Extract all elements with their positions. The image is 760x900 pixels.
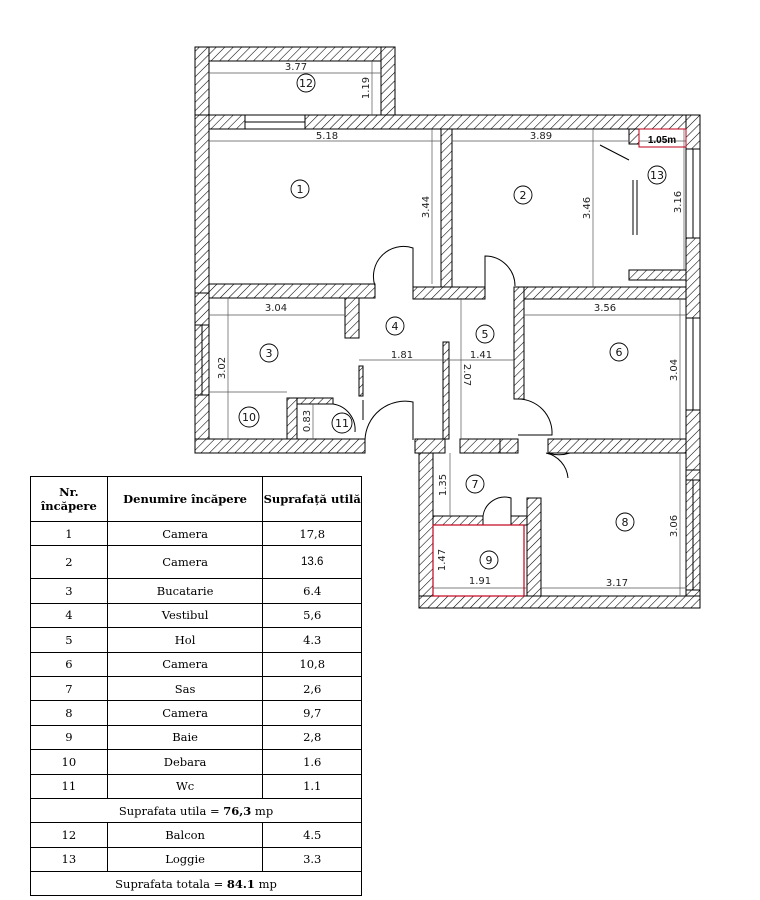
dim-room8-width: 3.17	[605, 578, 629, 589]
cell-area: 13.6	[263, 546, 362, 579]
total-cell	[31, 872, 362, 896]
cell-nr: 9	[31, 725, 108, 749]
table-row	[31, 628, 362, 652]
cell-area: 6.4	[263, 579, 362, 603]
cell-name: Sas	[107, 676, 263, 700]
total-row	[31, 872, 362, 896]
cell-name: Baie	[107, 725, 263, 749]
room-label-12: 12	[299, 77, 313, 90]
room-label-6: 6	[615, 346, 623, 359]
cell-nr: 12	[31, 823, 108, 847]
dim-loggia-width: 1.05m	[647, 135, 677, 146]
cell-area: 4.3	[263, 628, 362, 652]
room-label-2: 2	[519, 189, 527, 202]
table-row	[31, 676, 362, 700]
cell-area: 10,8	[263, 652, 362, 676]
subtotal-row	[31, 798, 362, 822]
subtotal-value: 76,3	[223, 803, 252, 818]
cell-name: Camera	[107, 522, 263, 546]
dim-balcony-depth: 1.19	[361, 76, 372, 100]
subtotal-cell	[31, 798, 362, 822]
dim-room1-depth: 3.44	[421, 195, 432, 219]
cell-area: 2,8	[263, 725, 362, 749]
cell-nr: 7	[31, 676, 108, 700]
cell-nr: 13	[31, 847, 108, 871]
dim-balcony-width: 3.77	[284, 62, 308, 73]
header-nr: Nr. încăpere	[31, 477, 108, 522]
room-label-11: 11	[335, 417, 349, 430]
dim-room1-width: 5.18	[315, 131, 339, 142]
cell-name: Bucatarie	[107, 579, 263, 603]
table-row	[31, 725, 362, 749]
cell-area: 1.6	[263, 750, 362, 774]
cell-name: Camera	[107, 701, 263, 725]
header-name: Denumire încăpere	[107, 477, 263, 522]
dim-vestibul-width: 1.81	[390, 350, 414, 361]
cell-name: Loggie	[107, 847, 263, 871]
cell-nr: 10	[31, 750, 108, 774]
dim-hol-depth: 2.07	[461, 363, 472, 387]
cell-nr: 3	[31, 579, 108, 603]
room-label-7: 7	[471, 478, 479, 491]
subtotal-unit: mp	[251, 803, 274, 818]
cell-area: 1.1	[263, 774, 362, 798]
dim-room6-depth: 3.04	[669, 358, 680, 382]
dim-sas-depth: 1.35	[438, 473, 449, 497]
table-row	[31, 652, 362, 676]
table-row	[31, 522, 362, 546]
total-unit: mp	[254, 876, 277, 891]
table-row	[31, 847, 362, 871]
table-header-row	[31, 477, 362, 522]
cell-nr: 5	[31, 628, 108, 652]
room-label-8: 8	[621, 516, 629, 529]
cell-area: 9,7	[263, 701, 362, 725]
cell-area: 4.5	[263, 823, 362, 847]
cell-name: Hol	[107, 628, 263, 652]
cell-area: 3.3	[263, 847, 362, 871]
cell-area: 2,6	[263, 676, 362, 700]
room-area-table	[30, 476, 362, 896]
cell-nr: 8	[31, 701, 108, 725]
dim-room3-width: 3.04	[264, 303, 288, 314]
cell-name: Camera	[107, 546, 263, 579]
dim-baie-width: 1.91	[468, 576, 492, 587]
room-label-5: 5	[481, 328, 489, 341]
dim-wc-width: 0.83	[302, 409, 313, 433]
dim-room3-depth: 3.02	[217, 356, 228, 380]
table-row	[31, 579, 362, 603]
table-row	[31, 701, 362, 725]
cell-area: 5,6	[263, 603, 362, 627]
subtotal-label: Suprafata utila =	[118, 803, 224, 818]
room-label-10: 10	[242, 411, 256, 424]
dim-room8-depth: 3.06	[669, 514, 680, 538]
total-label: Suprafata totala =	[115, 876, 227, 891]
cell-name: Wc	[107, 774, 263, 798]
dim-hol-width: 1.41	[469, 350, 493, 361]
dim-room2-depth: 3.46	[582, 196, 593, 220]
total-value: 84.1	[226, 876, 255, 891]
cell-nr: 2	[31, 546, 108, 579]
table-row	[31, 823, 362, 847]
room-label-3: 3	[265, 347, 273, 360]
room-label-4: 4	[391, 320, 399, 333]
table-row	[31, 774, 362, 798]
dim-baie-depth: 1.47	[437, 548, 448, 572]
cell-nr: 6	[31, 652, 108, 676]
cell-name: Camera	[107, 652, 263, 676]
room-label-9: 9	[485, 554, 493, 567]
cell-nr: 1	[31, 522, 108, 546]
room-label-1: 1	[296, 183, 304, 196]
cell-nr: 11	[31, 774, 108, 798]
dim-room6-width: 3.56	[593, 303, 617, 314]
cell-name: Debara	[107, 750, 263, 774]
header-area: Suprafață utilă	[263, 477, 362, 522]
table-row	[31, 750, 362, 774]
dim-loggia-depth: 3.16	[673, 190, 684, 214]
room-label-13: 13	[650, 169, 664, 182]
cell-name: Balcon	[107, 823, 263, 847]
dim-room2-width: 3.89	[529, 131, 553, 142]
cell-name: Vestibul	[107, 603, 263, 627]
table-row	[31, 603, 362, 627]
cell-area: 17,8	[263, 522, 362, 546]
cell-nr: 4	[31, 603, 108, 627]
table-row	[31, 546, 362, 579]
